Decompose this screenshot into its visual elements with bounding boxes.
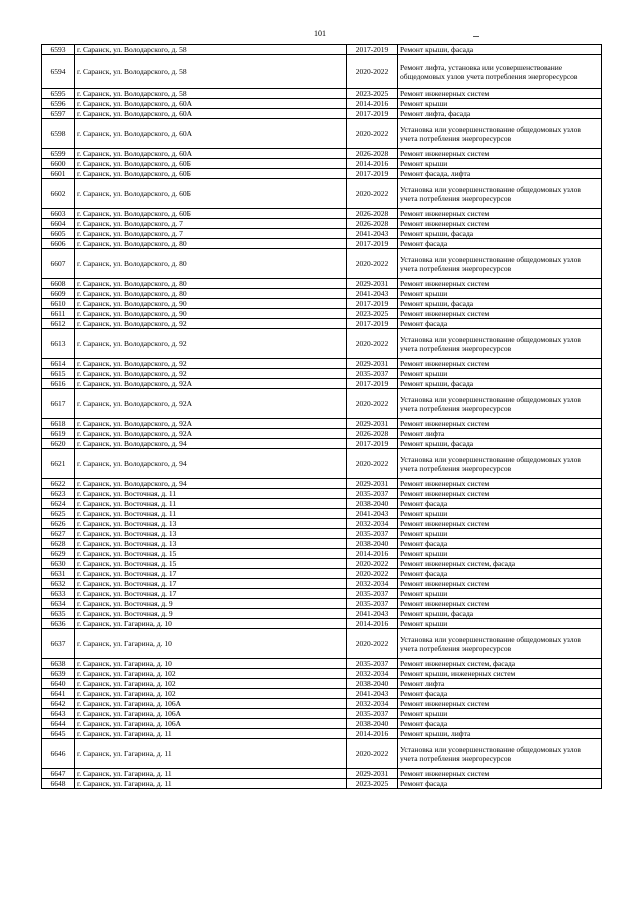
address-cell: г. Саранск, ул. Володарского, д. 7 [75, 219, 347, 229]
table-row [42, 179, 602, 209]
period-cell: 2014-2016 [347, 99, 398, 109]
address-cell: г. Саранск, ул. Восточная, д. 9 [75, 609, 347, 619]
work-type-cell: Ремонт фасада [398, 239, 602, 249]
address-cell: г. Саранск, ул. Володарского, д. 80 [75, 289, 347, 299]
address-cell: г. Саранск, ул. Гагарина, д. 11 [75, 779, 347, 789]
period-cell: 2014-2016 [347, 159, 398, 169]
period-cell: 2020-2022 [347, 179, 398, 209]
address-cell: г. Саранск, ул. Володарского, д. 7 [75, 229, 347, 239]
work-type-cell: Ремонт инженерных систем [398, 149, 602, 159]
row-number-cell: 6600 [42, 159, 75, 169]
table-row [42, 709, 602, 719]
table-row [42, 509, 602, 519]
row-number-cell: 6607 [42, 249, 75, 279]
work-type-cell: Ремонт фасада [398, 689, 602, 699]
work-type-cell: Ремонт крыши, фасада [398, 299, 602, 309]
table-row [42, 309, 602, 319]
period-cell: 2041-2043 [347, 229, 398, 239]
table-row [42, 359, 602, 369]
row-number-cell: 6613 [42, 329, 75, 359]
address-cell: г. Саранск, ул. Восточная, д. 17 [75, 569, 347, 579]
work-type-cell: Ремонт фасада [398, 719, 602, 729]
work-type-cell: Ремонт лифта, установка или усовершенствование общедомовых узлов учета потребления энергоресурсов [398, 55, 602, 89]
row-number-cell: 6631 [42, 569, 75, 579]
period-cell: 2020-2022 [347, 449, 398, 479]
address-cell: г. Саранск, ул. Володарского, д. 92 [75, 329, 347, 359]
table-row [42, 169, 602, 179]
period-cell: 2038-2040 [347, 539, 398, 549]
work-type-cell: Ремонт фасада [398, 499, 602, 509]
work-type-cell: Ремонт крыши [398, 99, 602, 109]
work-type-cell: Ремонт инженерных систем [398, 489, 602, 499]
period-cell: 2032-2034 [347, 579, 398, 589]
address-cell: г. Саранск, ул. Гагарина, д. 102 [75, 669, 347, 679]
work-type-cell: Ремонт крыши [398, 549, 602, 559]
table-row [42, 719, 602, 729]
work-type-cell: Ремонт крыши, лифта [398, 729, 602, 739]
row-number-cell: 6599 [42, 149, 75, 159]
row-number-cell: 6621 [42, 449, 75, 479]
address-cell: г. Саранск, ул. Гагарина, д. 10 [75, 659, 347, 669]
table-row [42, 45, 602, 55]
row-number-cell: 6595 [42, 89, 75, 99]
address-cell: г. Саранск, ул. Восточная, д. 15 [75, 549, 347, 559]
period-cell: 2014-2016 [347, 619, 398, 629]
work-type-cell: Ремонт инженерных систем [398, 769, 602, 779]
period-cell: 2041-2043 [347, 689, 398, 699]
period-cell: 2038-2040 [347, 719, 398, 729]
table-row [42, 389, 602, 419]
table-body [42, 45, 602, 789]
repair-schedule-table [41, 44, 602, 789]
work-type-cell: Ремонт инженерных систем [398, 579, 602, 589]
address-cell: г. Саранск, ул. Гагарина, д. 106А [75, 719, 347, 729]
address-cell: г. Саранск, ул. Володарского, д. 60А [75, 99, 347, 109]
period-cell: 2017-2019 [347, 379, 398, 389]
address-cell: г. Саранск, ул. Восточная, д. 11 [75, 489, 347, 499]
work-type-cell: Ремонт крыши [398, 369, 602, 379]
address-cell: г. Саранск, ул. Володарского, д. 92 [75, 319, 347, 329]
address-cell: г. Саранск, ул. Восточная, д. 13 [75, 529, 347, 539]
table-row [42, 629, 602, 659]
row-number-cell: 6646 [42, 739, 75, 769]
address-cell: г. Саранск, ул. Гагарина, д. 106А [75, 699, 347, 709]
address-cell: г. Саранск, ул. Восточная, д. 9 [75, 599, 347, 609]
address-cell: г. Саранск, ул. Володарского, д. 60Б [75, 179, 347, 209]
row-number-cell: 6634 [42, 599, 75, 609]
work-type-cell: Ремонт крыши [398, 589, 602, 599]
address-cell: г. Саранск, ул. Восточная, д. 17 [75, 589, 347, 599]
work-type-cell: Ремонт крыши [398, 289, 602, 299]
period-cell: 2029-2031 [347, 769, 398, 779]
row-number-cell: 6626 [42, 519, 75, 529]
work-type-cell: Ремонт лифта [398, 429, 602, 439]
row-number-cell: 6639 [42, 669, 75, 679]
work-type-cell: Ремонт инженерных систем [398, 219, 602, 229]
table-row [42, 609, 602, 619]
row-number-cell: 6608 [42, 279, 75, 289]
table-row [42, 769, 602, 779]
address-cell: г. Саранск, ул. Володарского, д. 90 [75, 299, 347, 309]
table-row [42, 489, 602, 499]
work-type-cell: Ремонт инженерных систем [398, 479, 602, 489]
address-cell: г. Саранск, ул. Володарского, д. 60А [75, 149, 347, 159]
row-number-cell: 6637 [42, 629, 75, 659]
period-cell: 2017-2019 [347, 109, 398, 119]
row-number-cell: 6603 [42, 209, 75, 219]
address-cell: г. Саранск, ул. Володарского, д. 80 [75, 249, 347, 279]
table-row [42, 579, 602, 589]
address-cell: г. Саранск, ул. Володарского, д. 60А [75, 109, 347, 119]
page-number: 101 [314, 29, 326, 38]
period-cell: 2017-2019 [347, 169, 398, 179]
period-cell: 2035-2037 [347, 369, 398, 379]
period-cell: 2026-2028 [347, 209, 398, 219]
work-type-cell: Установка или усовершенствование общедомовых узлов учета потребления энергоресурсов [398, 249, 602, 279]
row-number-cell: 6614 [42, 359, 75, 369]
row-number-cell: 6627 [42, 529, 75, 539]
work-type-cell: Ремонт фасада [398, 569, 602, 579]
period-cell: 2017-2019 [347, 299, 398, 309]
row-number-cell: 6633 [42, 589, 75, 599]
period-cell: 2026-2028 [347, 219, 398, 229]
table-row [42, 739, 602, 769]
period-cell: 2026-2028 [347, 149, 398, 159]
address-cell: г. Саранск, ул. Володарского, д. 60Б [75, 159, 347, 169]
period-cell: 2023-2025 [347, 309, 398, 319]
period-cell: 2017-2019 [347, 439, 398, 449]
row-number-cell: 6640 [42, 679, 75, 689]
table-row [42, 559, 602, 569]
work-type-cell: Установка или усовершенствование общедомовых узлов учета потребления энергоресурсов [398, 329, 602, 359]
work-type-cell: Ремонт крыши [398, 709, 602, 719]
address-cell: г. Саранск, ул. Володарского, д. 58 [75, 55, 347, 89]
period-cell: 2017-2019 [347, 45, 398, 55]
work-type-cell: Установка или усовершенствование общедомовых узлов учета потребления энергоресурсов [398, 629, 602, 659]
work-type-cell: Ремонт крыши [398, 529, 602, 539]
row-number-cell: 6618 [42, 419, 75, 429]
table-row [42, 209, 602, 219]
work-type-cell: Ремонт фасада, лифта [398, 169, 602, 179]
table-row [42, 569, 602, 579]
period-cell: 2014-2016 [347, 549, 398, 559]
address-cell: г. Саранск, ул. Гагарина, д. 10 [75, 619, 347, 629]
address-cell: г. Саранск, ул. Володарского, д. 94 [75, 439, 347, 449]
row-number-cell: 6598 [42, 119, 75, 149]
work-type-cell: Установка или усовершенствование общедомовых узлов учета потребления энергоресурсов [398, 739, 602, 769]
address-cell: г. Саранск, ул. Володарского, д. 80 [75, 279, 347, 289]
row-number-cell: 6601 [42, 169, 75, 179]
row-number-cell: 6632 [42, 579, 75, 589]
address-cell: г. Саранск, ул. Володарского, д. 58 [75, 45, 347, 55]
row-number-cell: 6612 [42, 319, 75, 329]
row-number-cell: 6620 [42, 439, 75, 449]
address-cell: г. Саранск, ул. Володарского, д. 94 [75, 479, 347, 489]
table-row [42, 549, 602, 559]
period-cell: 2032-2034 [347, 669, 398, 679]
work-type-cell: Ремонт инженерных систем [398, 699, 602, 709]
table-row [42, 439, 602, 449]
row-number-cell: 6623 [42, 489, 75, 499]
address-cell: г. Саранск, ул. Восточная, д. 17 [75, 579, 347, 589]
address-cell: г. Саранск, ул. Володарского, д. 60Б [75, 169, 347, 179]
work-type-cell: Ремонт крыши [398, 619, 602, 629]
work-type-cell: Ремонт крыши, фасада [398, 379, 602, 389]
work-type-cell: Ремонт инженерных систем [398, 209, 602, 219]
table-row [42, 429, 602, 439]
address-cell: г. Саранск, ул. Володарского, д. 92А [75, 429, 347, 439]
table-row [42, 99, 602, 109]
period-cell: 2020-2022 [347, 629, 398, 659]
period-cell: 2035-2037 [347, 709, 398, 719]
period-cell: 2035-2037 [347, 599, 398, 609]
address-cell: г. Саранск, ул. Гагарина, д. 106А [75, 709, 347, 719]
row-number-cell: 6604 [42, 219, 75, 229]
table-row [42, 499, 602, 509]
address-cell: г. Саранск, ул. Гагарина, д. 11 [75, 729, 347, 739]
table-row [42, 119, 602, 149]
table-row [42, 219, 602, 229]
address-cell: г. Саранск, ул. Восточная, д. 13 [75, 539, 347, 549]
period-cell: 2029-2031 [347, 479, 398, 489]
period-cell: 2035-2037 [347, 529, 398, 539]
row-number-cell: 6611 [42, 309, 75, 319]
address-cell: г. Саранск, ул. Володарского, д. 92А [75, 419, 347, 429]
row-number-cell: 6643 [42, 709, 75, 719]
work-type-cell: Установка или усовершенствование общедомовых узлов учета потребления энергоресурсов [398, 179, 602, 209]
period-cell: 2035-2037 [347, 589, 398, 599]
period-cell: 2029-2031 [347, 419, 398, 429]
table-row [42, 299, 602, 309]
address-cell: г. Саранск, ул. Володарского, д. 92 [75, 369, 347, 379]
period-cell: 2041-2043 [347, 609, 398, 619]
row-number-cell: 6616 [42, 379, 75, 389]
table-row [42, 479, 602, 489]
row-number-cell: 6625 [42, 509, 75, 519]
address-cell: г. Саранск, ул. Гагарина, д. 11 [75, 769, 347, 779]
table-row [42, 669, 602, 679]
row-number-cell: 6597 [42, 109, 75, 119]
row-number-cell: 6617 [42, 389, 75, 419]
table-row [42, 249, 602, 279]
table-row [42, 319, 602, 329]
period-cell: 2041-2043 [347, 509, 398, 519]
row-number-cell: 6615 [42, 369, 75, 379]
row-number-cell: 6636 [42, 619, 75, 629]
row-number-cell: 6594 [42, 55, 75, 89]
address-cell: г. Саранск, ул. Володарского, д. 92 [75, 359, 347, 369]
row-number-cell: 6593 [42, 45, 75, 55]
table-row [42, 289, 602, 299]
table-row [42, 239, 602, 249]
period-cell: 2029-2031 [347, 279, 398, 289]
table-row [42, 419, 602, 429]
work-type-cell: Ремонт крыши, фасада [398, 439, 602, 449]
period-cell: 2017-2019 [347, 239, 398, 249]
address-cell: г. Саранск, ул. Володарского, д. 94 [75, 449, 347, 479]
row-number-cell: 6642 [42, 699, 75, 709]
table-row [42, 449, 602, 479]
period-cell: 2020-2022 [347, 569, 398, 579]
row-number-cell: 6638 [42, 659, 75, 669]
address-cell: г. Саранск, ул. Володарского, д. 58 [75, 89, 347, 99]
row-number-cell: 6605 [42, 229, 75, 239]
row-number-cell: 6635 [42, 609, 75, 619]
table-row [42, 229, 602, 239]
table-row [42, 659, 602, 669]
address-cell: г. Саранск, ул. Володарского, д. 92А [75, 379, 347, 389]
work-type-cell: Ремонт крыши, фасада [398, 45, 602, 55]
work-type-cell: Ремонт инженерных систем, фасада [398, 559, 602, 569]
table-row [42, 779, 602, 789]
period-cell: 2023-2025 [347, 779, 398, 789]
table-row [42, 689, 602, 699]
address-cell: г. Саранск, ул. Гагарина, д. 11 [75, 739, 347, 769]
table-row [42, 619, 602, 629]
row-number-cell: 6629 [42, 549, 75, 559]
table-row [42, 329, 602, 359]
work-type-cell: Ремонт крыши, инженерных систем [398, 669, 602, 679]
period-cell: 2020-2022 [347, 249, 398, 279]
scan-mark [473, 36, 479, 37]
period-cell: 2020-2022 [347, 55, 398, 89]
table-row [42, 599, 602, 609]
work-type-cell: Установка или усовершенствование общедомовых узлов учета потребления энергоресурсов [398, 119, 602, 149]
work-type-cell: Ремонт инженерных систем, фасада [398, 659, 602, 669]
row-number-cell: 6630 [42, 559, 75, 569]
period-cell: 2035-2037 [347, 489, 398, 499]
work-type-cell: Ремонт крыши, фасада [398, 229, 602, 239]
work-type-cell: Установка или усовершенствование общедомовых узлов учета потребления энергоресурсов [398, 449, 602, 479]
table-row [42, 589, 602, 599]
table-row [42, 149, 602, 159]
work-type-cell: Ремонт инженерных систем [398, 359, 602, 369]
period-cell: 2020-2022 [347, 389, 398, 419]
work-type-cell: Ремонт крыши [398, 159, 602, 169]
address-cell: г. Саранск, ул. Володарского, д. 92А [75, 389, 347, 419]
period-cell: 2020-2022 [347, 559, 398, 569]
work-type-cell: Ремонт фасада [398, 319, 602, 329]
period-cell: 2017-2019 [347, 319, 398, 329]
period-cell: 2023-2025 [347, 89, 398, 99]
work-type-cell: Установка или усовершенствование общедомовых узлов учета потребления энергоресурсов [398, 389, 602, 419]
table-row [42, 369, 602, 379]
address-cell: г. Саранск, ул. Гагарина, д. 102 [75, 689, 347, 699]
work-type-cell: Ремонт крыши [398, 509, 602, 519]
table-row [42, 109, 602, 119]
row-number-cell: 6609 [42, 289, 75, 299]
table-row [42, 89, 602, 99]
work-type-cell: Ремонт фасада [398, 779, 602, 789]
work-type-cell: Ремонт инженерных систем [398, 519, 602, 529]
period-cell: 2026-2028 [347, 429, 398, 439]
work-type-cell: Ремонт инженерных систем [398, 419, 602, 429]
work-type-cell: Ремонт инженерных систем [398, 279, 602, 289]
work-type-cell: Ремонт крыши, фасада [398, 609, 602, 619]
row-number-cell: 6596 [42, 99, 75, 109]
address-cell: г. Саранск, ул. Володарского, д. 60А [75, 119, 347, 149]
row-number-cell: 6610 [42, 299, 75, 309]
address-cell: г. Саранск, ул. Володарского, д. 60Б [75, 209, 347, 219]
address-cell: г. Саранск, ул. Восточная, д. 11 [75, 499, 347, 509]
address-cell: г. Саранск, ул. Володарского, д. 90 [75, 309, 347, 319]
row-number-cell: 6645 [42, 729, 75, 739]
table-row [42, 379, 602, 389]
address-cell: г. Саранск, ул. Восточная, д. 13 [75, 519, 347, 529]
table-row [42, 729, 602, 739]
period-cell: 2029-2031 [347, 359, 398, 369]
row-number-cell: 6641 [42, 689, 75, 699]
address-cell: г. Саранск, ул. Восточная, д. 15 [75, 559, 347, 569]
period-cell: 2020-2022 [347, 329, 398, 359]
work-type-cell: Ремонт инженерных систем [398, 89, 602, 99]
table-row [42, 159, 602, 169]
row-number-cell: 6648 [42, 779, 75, 789]
work-type-cell: Ремонт лифта, фасада [398, 109, 602, 119]
table-row [42, 55, 602, 89]
row-number-cell: 6602 [42, 179, 75, 209]
address-cell: г. Саранск, ул. Гагарина, д. 102 [75, 679, 347, 689]
table-row [42, 539, 602, 549]
work-type-cell: Ремонт инженерных систем [398, 599, 602, 609]
period-cell: 2032-2034 [347, 699, 398, 709]
row-number-cell: 6606 [42, 239, 75, 249]
table-row [42, 519, 602, 529]
table-row [42, 529, 602, 539]
period-cell: 2014-2016 [347, 729, 398, 739]
row-number-cell: 6619 [42, 429, 75, 439]
period-cell: 2038-2040 [347, 499, 398, 509]
period-cell: 2020-2022 [347, 119, 398, 149]
work-type-cell: Ремонт фасада [398, 539, 602, 549]
work-type-cell: Ремонт инженерных систем [398, 309, 602, 319]
address-cell: г. Саранск, ул. Гагарина, д. 10 [75, 629, 347, 659]
table-row [42, 699, 602, 709]
address-cell: г. Саранск, ул. Володарского, д. 80 [75, 239, 347, 249]
period-cell: 2020-2022 [347, 739, 398, 769]
table-row [42, 679, 602, 689]
period-cell: 2041-2043 [347, 289, 398, 299]
address-cell: г. Саранск, ул. Восточная, д. 11 [75, 509, 347, 519]
period-cell: 2038-2040 [347, 679, 398, 689]
work-type-cell: Ремонт лифта [398, 679, 602, 689]
row-number-cell: 6628 [42, 539, 75, 549]
table-row [42, 279, 602, 289]
period-cell: 2035-2037 [347, 659, 398, 669]
row-number-cell: 6644 [42, 719, 75, 729]
row-number-cell: 6624 [42, 499, 75, 509]
row-number-cell: 6647 [42, 769, 75, 779]
period-cell: 2032-2034 [347, 519, 398, 529]
row-number-cell: 6622 [42, 479, 75, 489]
